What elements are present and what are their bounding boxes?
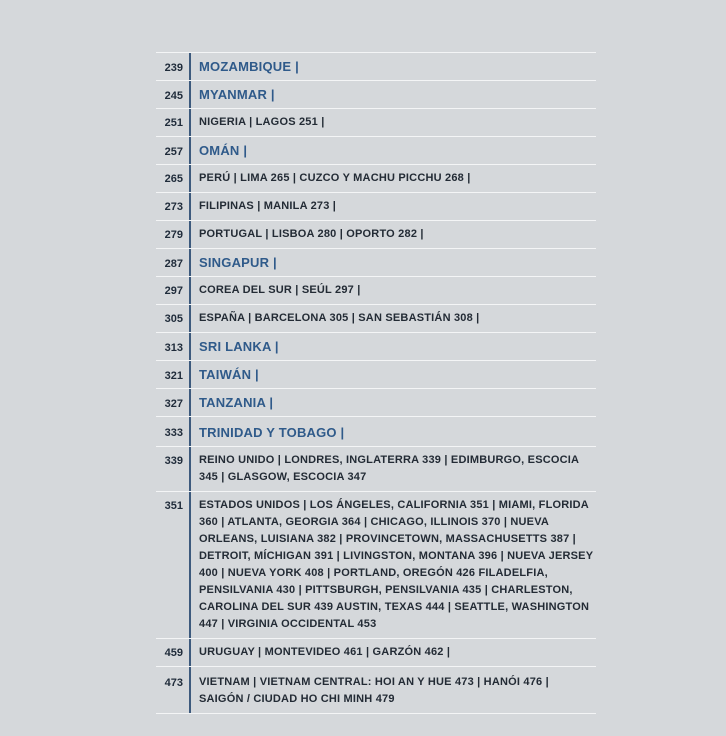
toc-entry[interactable] [156,667,596,714]
toc-entry[interactable] [156,305,596,333]
toc-page-number: 279 [164,229,183,241]
toc-entry[interactable] [156,52,596,81]
toc-page-number: 251 [164,117,183,129]
toc-entry[interactable] [156,417,596,447]
toc-page-number: 313 [164,342,183,354]
toc-page-number: 273 [164,201,183,213]
toc-page-number: 321 [164,370,183,382]
toc-page-number: 297 [164,285,183,297]
toc-page-number: 239 [164,62,183,74]
toc-country-title: TAIWÁN | [189,361,596,388]
toc-country-title: SINGAPUR | [189,249,596,276]
toc-country-title: MYANMAR | [189,81,596,108]
toc-entry-text: FILIPINAS | MANILA 273 | [189,193,596,220]
toc-entry[interactable] [156,333,596,361]
toc-entry-text: ESTADOS UNIDOS | LOS ÁNGELES, CALIFORNIA 351 | MIAMI, FLORIDA 360 | ATLANTA, GEORGIA 364 | CHICAGO, ILLINOIS 370 | NUEVA ORLEANS, LUISIANA 382 | PROVINCETOWN, MASSACHUSETTS 387 | DETROIT, MÍCHIGAN 391 | LIVINGSTON, MONTANA 396 | NUEVA JERSEY 400 | NUEVA YORK 408 | PORTLAND, OREGÓN 426 FILADELFIA, PENSILVANIA 430 | PITTSBURGH, PENSILVANIA 435 | CHARLESTON, CAROLINA DEL SUR 439 AUSTIN, TEXAS 444 | SEATTLE, WASHINGTON 447 | VIRGINIA OCCIDENTAL 453 [189,492,596,638]
toc-entry-text: URUGUAY | MONTEVIDEO 461 | GARZÓN 462 | [189,639,596,666]
toc-entry-text: COREA DEL SUR | SEÚL 297 | [189,277,596,304]
toc-country-title: MOZAMBIQUE | [189,53,596,80]
toc-entry[interactable] [156,137,596,165]
toc-country-title: TANZANIA | [189,389,596,416]
toc-entry[interactable] [156,81,596,109]
toc-entry-text: PORTUGAL | LISBOA 280 | OPORTO 282 | [189,221,596,248]
toc-page-number: 339 [164,455,183,467]
toc-page-number: 287 [164,258,183,270]
toc-entry[interactable] [156,639,596,667]
toc-entry[interactable] [156,492,596,639]
toc-entry-text: ESPAÑA | BARCELONA 305 | SAN SEBASTIÁN 308 | [189,305,596,332]
toc-country-title: SRI LANKA | [189,333,596,360]
toc-entry[interactable] [156,109,596,137]
toc-entry-text: NIGERIA | LAGOS 251 | [189,109,596,136]
toc-entry[interactable] [156,249,596,277]
toc-entry[interactable] [156,277,596,305]
toc-entry-text: REINO UNIDO | LONDRES, INGLATERRA 339 | EDIMBURGO, ESCOCIA 345 | GLASGOW, ESCOCIA 347 [189,447,596,491]
toc-page-number: 265 [164,173,183,185]
toc-page-number: 305 [164,313,183,325]
toc-entry[interactable] [156,193,596,221]
toc-entry[interactable] [156,389,596,417]
toc-entry[interactable] [156,221,596,249]
toc-entry-text: VIETNAM | VIETNAM CENTRAL: HOI AN Y HUE 473 | HANÓI 476 | SAIGÓN / CIUDAD HO CHI MINH 479 [189,667,596,713]
toc-page-number: 327 [164,398,183,410]
toc-page-number: 245 [164,90,183,102]
toc-page-number: 473 [164,677,183,689]
toc-entry[interactable] [156,447,596,492]
toc-page-number: 257 [164,146,183,158]
toc-page-number: 333 [164,427,183,439]
toc-entry-text: PERÚ | LIMA 265 | CUZCO Y MACHU PICCHU 268 | [189,165,596,192]
toc-country-title: OMÁN | [189,137,596,164]
toc-page-number: 351 [164,500,183,512]
toc-entry[interactable] [156,165,596,193]
table-of-contents [156,52,596,714]
toc-country-title: TRINIDAD Y TOBAGO | [189,417,596,446]
toc-page-number: 459 [164,647,183,659]
toc-entry[interactable] [156,361,596,389]
